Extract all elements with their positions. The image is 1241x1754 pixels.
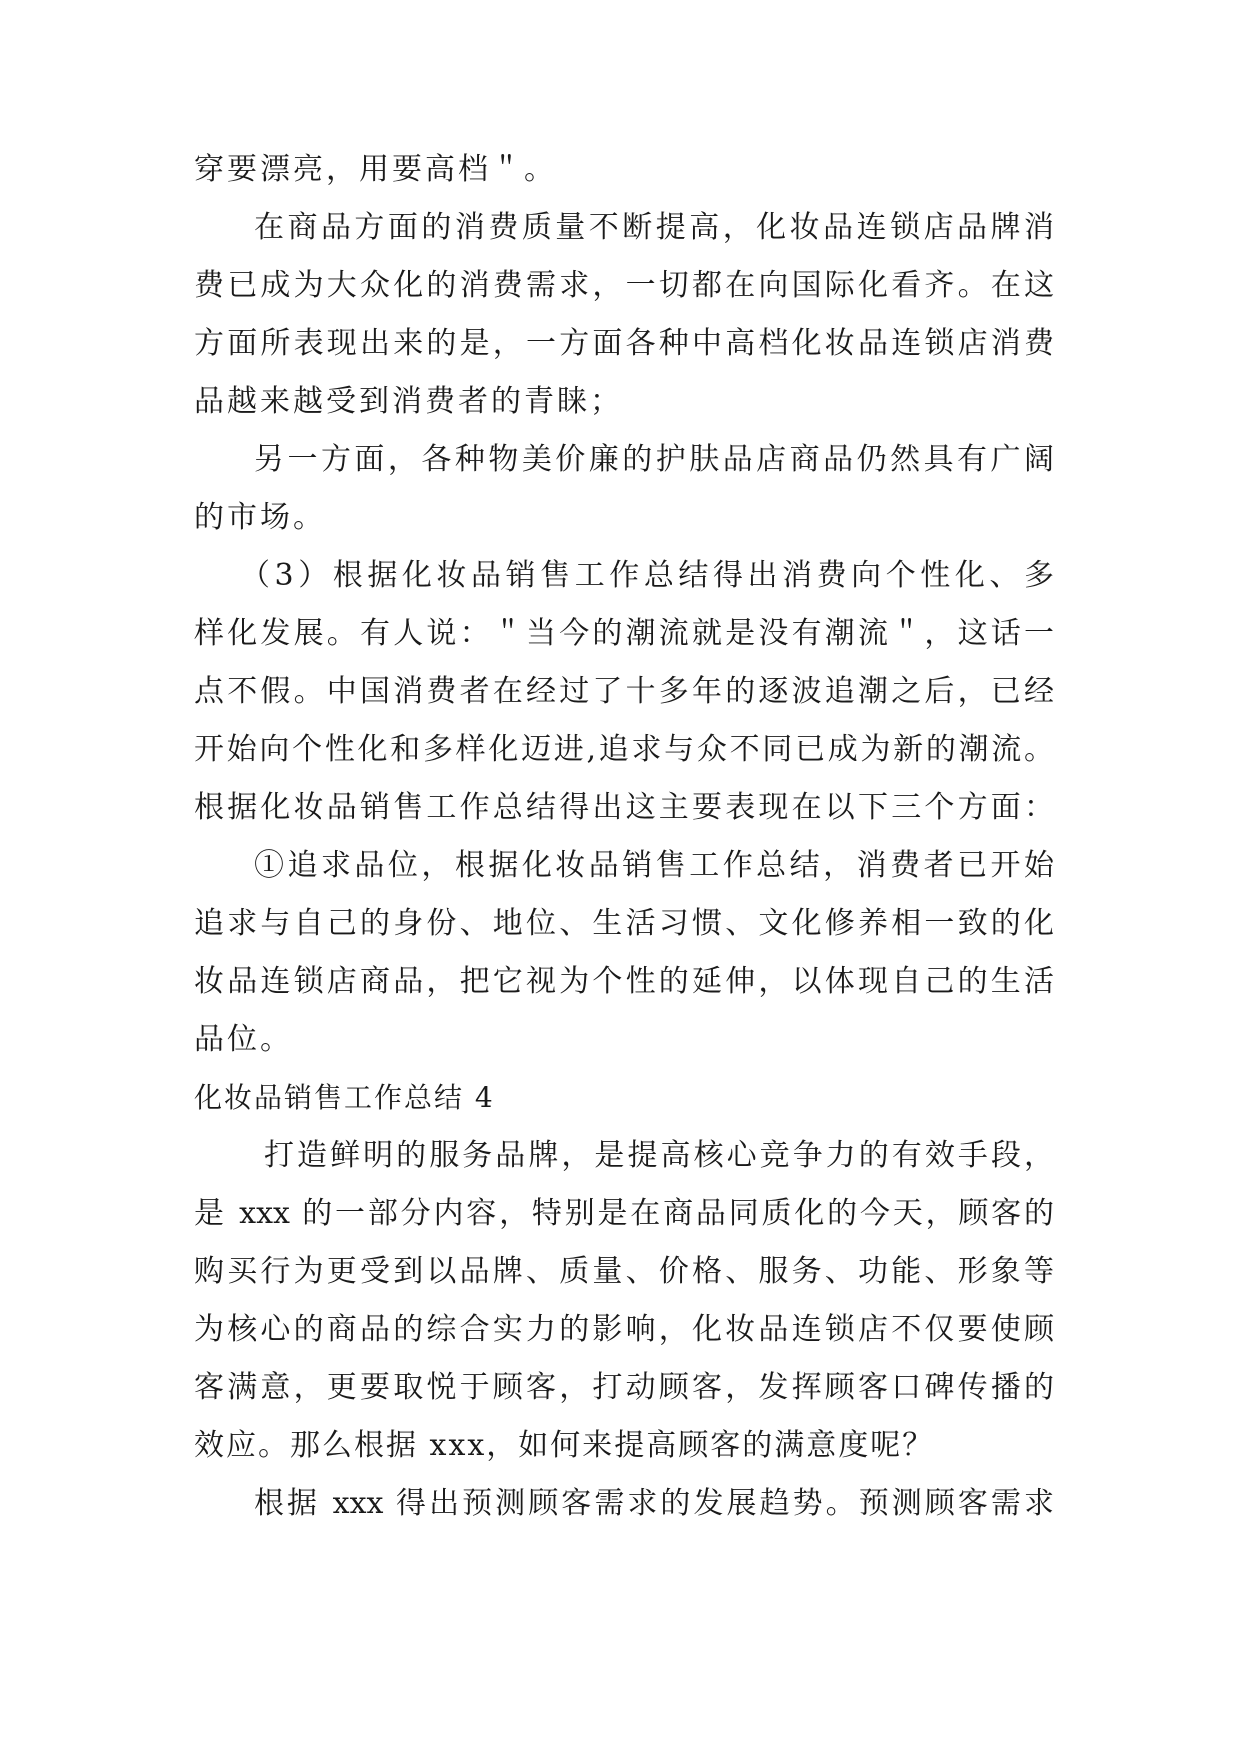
text-line: 客满意，更要取悦于顾客，打动顾客，发挥顾客口碑传播的 [194, 1370, 1054, 1405]
paragraph-first-line: ①追求品位，根据化妆品销售工作总结，消费者已开始 [254, 848, 1054, 883]
paragraph-first-line: 另一方面，各种物美价廉的护肤品店商品仍然具有广阔 [254, 442, 1054, 477]
paragraph-first-line: （3）根据化妆品销售工作总结得出消费向个性化、多 [240, 558, 1054, 593]
text-line: 方面所表现出来的是，一方面各种中高档化妆品连锁店消费 [194, 326, 1054, 361]
text-line: 品越来越受到消费者的青睐； [194, 384, 623, 419]
text-line: 的市场。 [194, 500, 326, 535]
text-line: 品位。 [194, 1022, 293, 1057]
text-line: 点不假。中国消费者在经过了十多年的逐波追潮之后，已经 [194, 674, 1054, 709]
text-line: 购买行为更受到以品牌、质量、价格、服务、功能、形象等 [194, 1254, 1054, 1289]
paragraph-first-line: 在商品方面的消费质量不断提高，化妆品连锁店品牌消 [254, 210, 1054, 245]
text-line: 为核心的商品的综合实力的影响，化妆品连锁店不仅要使顾 [194, 1312, 1054, 1347]
section-heading: 化妆品销售工作总结 4 [194, 1081, 495, 1114]
text-line: 开始向个性化和多样化迈进,追求与众不同已成为新的潮流。 [194, 732, 1054, 767]
text-line: 费已成为大众化的消费需求，一切都在向国际化看齐。在这 [194, 268, 1054, 303]
text-line: 追求与自己的身份、地位、生活习惯、文化修养相一致的化 [194, 906, 1054, 941]
text-line: 样化发展。有人说：＂当今的潮流就是没有潮流＂，这话一 [194, 616, 1054, 651]
paragraph-first-line: 根据 xxx 得出预测顾客需求的发展趋势。预测顾客需求 [254, 1486, 1054, 1521]
text-line: 穿要漂亮，用要高档＂。 [194, 152, 557, 187]
text-line: 根据化妆品销售工作总结得出这主要表现在以下三个方面： [194, 790, 1054, 825]
paragraph-first-line: 打造鲜明的服务品牌，是提高核心竞争力的有效手段， [264, 1138, 1054, 1173]
text-line: 效应。那么根据 xxx，如何来提高顾客的满意度呢？ [194, 1428, 935, 1463]
text-line: 妆品连锁店商品，把它视为个性的延伸，以体现自己的生活 [194, 964, 1054, 999]
text-line: 是 xxx 的一部分内容，特别是在商品同质化的今天，顾客的 [194, 1196, 1054, 1231]
